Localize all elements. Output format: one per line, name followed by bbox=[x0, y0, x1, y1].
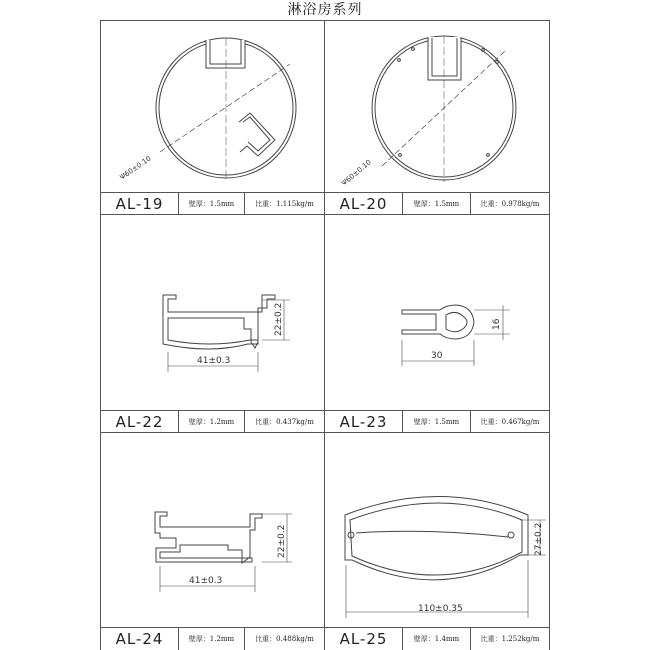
profile-al19-drawing bbox=[156, 38, 296, 180]
profile-code-al23: AL-23 bbox=[339, 413, 388, 431]
profile-code-al22: AL-22 bbox=[115, 413, 164, 431]
al25-width-label: 110±0.35 bbox=[418, 604, 463, 614]
profile-al23-drawing bbox=[402, 305, 510, 366]
wall-thickness-al24: 壁厚：1.2mm bbox=[188, 635, 235, 643]
al25-height-label: 27±0.2 bbox=[534, 522, 544, 556]
profile-code-al19: AL-19 bbox=[115, 195, 164, 213]
al23-height-label: 16 bbox=[492, 318, 502, 330]
al22-height-label: 22±0.2 bbox=[274, 302, 284, 336]
al19-diameter-label: Ψ60±0.10 bbox=[118, 154, 153, 182]
unit-weight-al19: 比重：1.115kg/m bbox=[255, 200, 314, 208]
page-title: 淋浴房系列 bbox=[287, 2, 363, 18]
profile-al24-drawing bbox=[155, 512, 292, 592]
al20-diameter-label: Ψ60±0.10 bbox=[340, 158, 373, 188]
wall-thickness-al25: 壁厚：1.4mm bbox=[413, 635, 460, 643]
al23-width-label: 30 bbox=[431, 351, 443, 361]
unit-weight-al22: 比重：0.437kg/m bbox=[255, 418, 314, 426]
wall-thickness-al22: 壁厚：1.2mm bbox=[188, 418, 235, 426]
wall-thickness-al20: 壁厚：1.5mm bbox=[413, 200, 460, 208]
profile-al20-drawing bbox=[372, 36, 516, 182]
unit-weight-al20: 比重：0.978kg/m bbox=[480, 200, 540, 208]
profile-al25-drawing bbox=[345, 497, 546, 619]
wall-thickness-al19: 壁厚：1.5mm bbox=[188, 200, 235, 208]
unit-weight-al25: 比重：1.252kg/m bbox=[480, 635, 540, 643]
wall-thickness-al23: 壁厚：1.5mm bbox=[413, 418, 460, 426]
al22-width-label: 41±0.3 bbox=[197, 356, 231, 366]
al24-width-label: 41±0.3 bbox=[189, 576, 223, 586]
profile-code-al25: AL-25 bbox=[339, 630, 388, 648]
profile-code-al20: AL-20 bbox=[339, 195, 388, 213]
profile-code-al24: AL-24 bbox=[115, 630, 164, 648]
al24-height-label: 22±0.2 bbox=[277, 524, 287, 558]
unit-weight-al23: 比重：0.467kg/m bbox=[480, 418, 540, 426]
unit-weight-al24: 比重：0.488kg/m bbox=[255, 635, 314, 643]
